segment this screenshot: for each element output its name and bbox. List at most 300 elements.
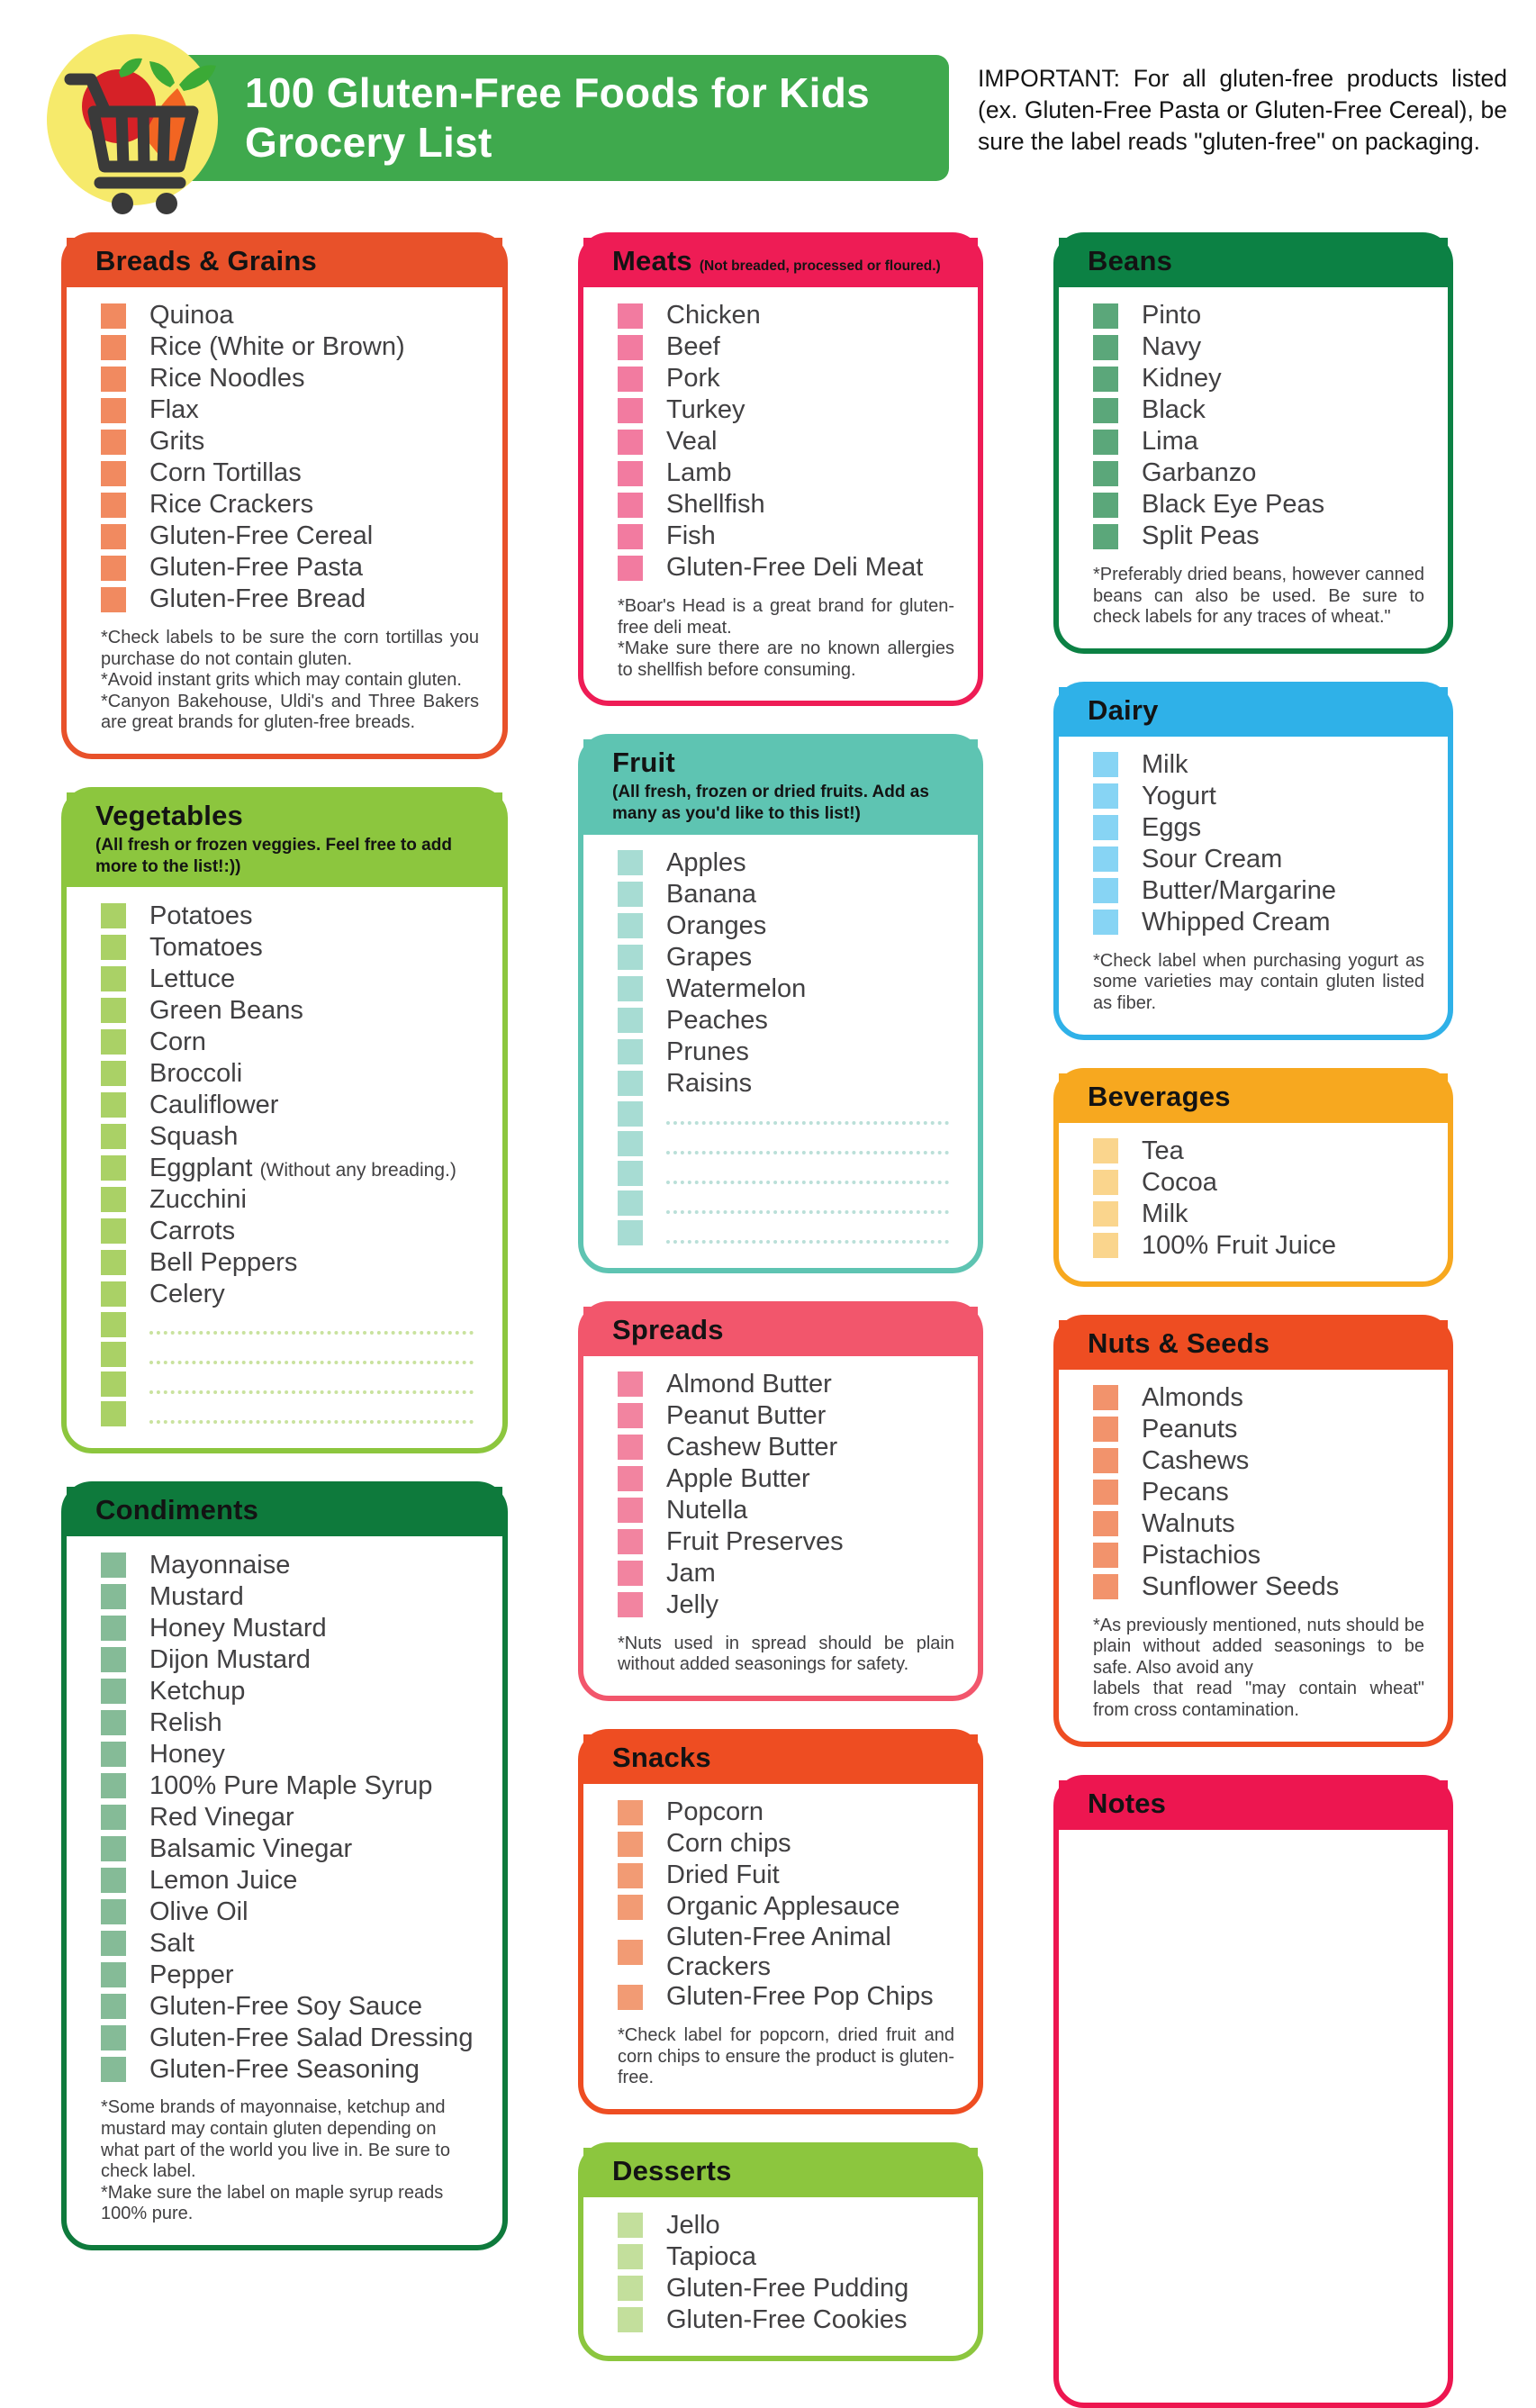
checklist-item: [618, 457, 954, 489]
checklist-item-label: Red Vinegar: [149, 1802, 294, 1832]
checklist-item: [618, 1923, 954, 1981]
important-note: IMPORTANT: For all gluten-free products listed (ex. Gluten-Free Pasta or Gluten-Free Cereal), be sure the label reads "gluten-free" on packaging.: [978, 65, 1507, 155]
blank-write-in-line[interactable]: [666, 1189, 949, 1214]
checkbox[interactable]: [618, 493, 643, 518]
checkbox[interactable]: [101, 398, 126, 423]
checkbox[interactable]: [618, 1561, 643, 1586]
checkbox[interactable]: [1093, 1170, 1118, 1195]
checkbox[interactable]: [618, 1592, 643, 1617]
checkbox[interactable]: [618, 1039, 643, 1064]
checkbox[interactable]: [1093, 1574, 1118, 1599]
page-title: [245, 68, 870, 167]
checkbox[interactable]: [101, 1187, 126, 1212]
checkbox[interactable]: [618, 882, 643, 907]
checklist-item: [1093, 1414, 1424, 1445]
checkbox[interactable]: [1093, 1511, 1118, 1536]
checkbox[interactable]: [618, 850, 643, 875]
checklist-item: [1093, 875, 1424, 907]
checkbox[interactable]: [101, 1584, 126, 1609]
title-banner: [158, 55, 949, 181]
checklist-blank-row: [101, 1309, 479, 1339]
section-body-spreads: [583, 1356, 978, 1696]
checklist-item: [101, 426, 479, 457]
checklist-item-label: Fish: [666, 521, 716, 551]
checklist-item: [101, 1152, 479, 1183]
section-notes: [1053, 1775, 1453, 2408]
blank-write-in-line[interactable]: [666, 1218, 949, 1244]
checklist-item: [101, 363, 479, 394]
checkbox[interactable]: [101, 1371, 126, 1397]
checklist-item: [101, 1927, 479, 1959]
checklist-item-label: Ketchup: [149, 1676, 246, 1706]
checkbox[interactable]: [1093, 1233, 1118, 1258]
checkbox[interactable]: [101, 303, 126, 329]
checkbox[interactable]: [618, 1800, 643, 1825]
checklist-item: [618, 1891, 954, 1923]
section-meats: [578, 232, 983, 706]
checkbox[interactable]: [101, 1710, 126, 1735]
checklist-item: [101, 2053, 479, 2085]
checkbox[interactable]: [1093, 367, 1118, 392]
checkbox[interactable]: [101, 1061, 126, 1086]
section-subtitle: (All fresh, frozen or dried fruits. Add as many as you'd like to this list!): [612, 783, 929, 824]
checkbox[interactable]: [618, 1071, 643, 1096]
section-title: Desserts: [612, 2154, 732, 2186]
checkbox[interactable]: [618, 1985, 643, 2010]
checklist-item: [618, 879, 954, 910]
checkbox[interactable]: [101, 1647, 126, 1672]
section-condiments: [61, 1481, 508, 2250]
checklist-item-label: Celery: [149, 1279, 225, 1308]
checklist-item-label: Flax: [149, 395, 199, 425]
section-header-dairy: [1059, 687, 1448, 737]
checklist-item: [1093, 1136, 1424, 1167]
checkbox[interactable]: [101, 1553, 126, 1578]
section-subtitle: (All fresh or frozen veggies. Feel free to add more to the list!:)): [95, 835, 452, 876]
checklist-item: [618, 331, 954, 363]
checklist-item-label: Olive Oil: [149, 1897, 248, 1926]
checkbox[interactable]: [1093, 398, 1118, 423]
checklist-item-label: Tapioca: [666, 2242, 756, 2272]
section-body-beverages: [1059, 1123, 1448, 1281]
checkbox[interactable]: [101, 1931, 126, 1956]
checkbox[interactable]: [1093, 430, 1118, 455]
blank-write-in-line[interactable]: [149, 1339, 474, 1364]
checkbox[interactable]: [101, 430, 126, 455]
checkbox[interactable]: [1093, 1543, 1118, 1568]
checklist-item: [101, 1278, 479, 1309]
checkbox[interactable]: [101, 1250, 126, 1275]
checklist: [1093, 300, 1424, 552]
checklist-item: [101, 931, 479, 963]
section-body-beans: [1059, 287, 1448, 648]
checklist-item: [101, 1549, 479, 1580]
checkbox[interactable]: [101, 1836, 126, 1861]
checklist-item: [618, 1369, 954, 1400]
section-header-fruit: [583, 739, 978, 835]
checklist-item-label: Black: [1142, 395, 1206, 425]
checklist-item-label: Gluten-Free Animal Crackers: [666, 1923, 891, 1981]
checklist: [618, 847, 954, 1248]
checklist-item: [618, 1981, 954, 2013]
checkbox[interactable]: [1093, 1385, 1118, 1410]
checklist-item: [618, 1400, 954, 1432]
checklist-item: [1093, 1230, 1424, 1262]
section-footnote: [101, 2097, 479, 2225]
checkbox[interactable]: [618, 2276, 643, 2301]
checkbox[interactable]: [1093, 303, 1118, 329]
checklist-item: [101, 1215, 479, 1246]
section-header-beans: [1059, 238, 1448, 287]
section-fruit: [578, 734, 983, 1273]
checklist-item: [1093, 781, 1424, 812]
checkbox[interactable]: [1093, 461, 1118, 486]
checkbox[interactable]: [618, 430, 643, 455]
checklist-item: [618, 1005, 954, 1037]
checklist-item: [1093, 1508, 1424, 1540]
checkbox[interactable]: [1093, 878, 1118, 903]
checklist-item-label: Split Peas: [1142, 521, 1260, 551]
checklist-item-label: Cashew Butter: [666, 1433, 838, 1462]
checkbox[interactable]: [1093, 910, 1118, 935]
blank-write-in-line[interactable]: [666, 1100, 949, 1125]
checkbox[interactable]: [618, 1863, 643, 1888]
checkbox[interactable]: [618, 1190, 643, 1216]
checkbox[interactable]: [101, 1962, 126, 1987]
checklist-blank-row: [101, 1369, 479, 1399]
checkbox[interactable]: [618, 461, 643, 486]
checklist-blank-row: [101, 1339, 479, 1369]
checklist-item: [618, 489, 954, 521]
checklist-item: [1093, 457, 1424, 489]
checklist: [618, 300, 954, 584]
checkbox[interactable]: [618, 945, 643, 970]
checklist-item: [101, 331, 479, 363]
footnote-line: *Check label for popcorn, dried fruit and corn chips to ensure the product is gluten-free.: [618, 2025, 954, 2088]
checkbox[interactable]: [101, 1092, 126, 1118]
checklist-blank-row: [618, 1189, 954, 1218]
checkbox[interactable]: [101, 493, 126, 518]
checkbox[interactable]: [618, 1101, 643, 1127]
checkbox[interactable]: [618, 524, 643, 549]
checkbox[interactable]: [618, 1435, 643, 1460]
section-header-condiments: [67, 1487, 502, 1536]
checkbox[interactable]: [101, 1124, 126, 1149]
checklist-item: [101, 1896, 479, 1927]
checkbox[interactable]: [101, 1281, 126, 1307]
section-title: Meats: [612, 245, 692, 276]
section-title: Beverages: [1088, 1080, 1231, 1112]
checklist-item-label: Rice (White or Brown): [149, 332, 405, 362]
checkbox[interactable]: [1093, 1480, 1118, 1505]
checklist-item: [101, 584, 479, 615]
checklist-item: [618, 1432, 954, 1463]
footnote-line: *Make sure there are no known allergies to shellfish before consuming.: [618, 638, 954, 680]
footnote-line: *Make sure the label on maple syrup reads 100% pure.: [101, 2182, 444, 2224]
checklist-item-label: Yogurt: [1142, 782, 1216, 811]
checklist-item-label: Lamb: [666, 458, 732, 488]
checkbox[interactable]: [1093, 524, 1118, 549]
checklist-item: [618, 2210, 954, 2241]
checkbox[interactable]: [618, 2244, 643, 2269]
checklist-item: [618, 1463, 954, 1495]
checklist: [1093, 1136, 1424, 1262]
section-body-dairy: [1059, 737, 1448, 1035]
checkbox[interactable]: [618, 1940, 643, 1965]
checklist-item: [1093, 394, 1424, 426]
checklist-item: [101, 1246, 479, 1278]
checkbox[interactable]: [618, 398, 643, 423]
checklist-item-label: Tomatoes: [149, 932, 263, 962]
checkbox[interactable]: [101, 461, 126, 486]
checkbox[interactable]: [618, 913, 643, 938]
checklist-item-label: Pecans: [1142, 1477, 1229, 1507]
checkbox[interactable]: [101, 903, 126, 928]
checklist-item: [1093, 1445, 1424, 1477]
checklist-item-label: Gluten-Free Pudding: [666, 2274, 909, 2304]
checklist-item: [1093, 812, 1424, 844]
checkbox[interactable]: [101, 966, 126, 991]
checkbox[interactable]: [618, 1529, 643, 1554]
checkbox[interactable]: [618, 1403, 643, 1428]
footnote-line: *Check label when purchasing yogurt as some varieties may contain gluten listed as fiber.: [1093, 950, 1424, 1013]
checklist-item-label: Popcorn: [666, 1797, 764, 1827]
checklist-item-label: Carrots: [149, 1216, 236, 1245]
checkbox[interactable]: [1093, 1448, 1118, 1473]
checkbox[interactable]: [101, 1029, 126, 1055]
blank-write-in-line[interactable]: [149, 1369, 474, 1394]
checkbox[interactable]: [1093, 335, 1118, 360]
checkbox[interactable]: [618, 1161, 643, 1186]
checklist-item-label: Grapes: [666, 943, 753, 973]
checkbox[interactable]: [1093, 1417, 1118, 1442]
checkbox[interactable]: [101, 1218, 126, 1244]
checklist-item-label: Balsamic Vinegar: [149, 1833, 353, 1863]
checkbox[interactable]: [618, 335, 643, 360]
checklist-blank-row: [618, 1159, 954, 1189]
checkbox[interactable]: [101, 1868, 126, 1893]
grocery-list-columns: [61, 232, 1453, 2408]
checkbox[interactable]: [618, 1220, 643, 1245]
section-subtitle: (Not breaded, processed or floured.): [699, 258, 941, 274]
checkbox[interactable]: [618, 1371, 643, 1397]
checklist-item: [618, 363, 954, 394]
checklist-item: [101, 1801, 479, 1833]
checklist-item: [1093, 1199, 1424, 1230]
checkbox[interactable]: [1093, 493, 1118, 518]
checkbox[interactable]: [1093, 846, 1118, 872]
checkbox[interactable]: [618, 2307, 643, 2332]
checklist-item-label: Relish: [149, 1707, 222, 1737]
checklist-item-label: Jelly: [666, 1590, 719, 1620]
checklist-item-label: Apples: [666, 848, 746, 878]
section-body-nuts-seeds: [1059, 1370, 1448, 1742]
checkbox[interactable]: [1093, 752, 1118, 777]
checklist-item-label: Dijon Mustard: [149, 1644, 311, 1674]
checkbox[interactable]: [618, 1466, 643, 1491]
checkbox[interactable]: [1093, 815, 1118, 840]
footnote-line: *Canyon Bakehouse, Uldi's and Three Bakers are great brands for gluten-free breads.: [101, 691, 479, 733]
section-footnote: [1093, 565, 1424, 629]
section-header-meats: [583, 238, 978, 287]
checklist-item: [101, 1643, 479, 1675]
blank-write-in-line[interactable]: [666, 1129, 949, 1154]
checkbox[interactable]: [101, 1155, 126, 1181]
blank-write-in-line[interactable]: [666, 1159, 949, 1184]
checklist-item-label: Gluten-Free Seasoning: [149, 2054, 420, 2084]
checklist-item: [101, 1120, 479, 1152]
section-body-breads-grains: [67, 287, 502, 754]
grocery-cart-logo: [43, 29, 225, 225]
section-header-breads-grains: [67, 238, 502, 287]
checklist-item-label: Squash: [149, 1121, 239, 1151]
checklist-item-label: Gluten-Free Pop Chips: [666, 1982, 934, 2012]
checklist-item: [101, 1864, 479, 1896]
checkbox[interactable]: [101, 1773, 126, 1798]
checklist-item-label: Gluten-Free Soy Sauce: [149, 1991, 423, 2021]
checkbox[interactable]: [101, 587, 126, 612]
checklist-item-label: Raisins: [666, 1069, 753, 1099]
checklist-item: [618, 1828, 954, 1860]
checkbox[interactable]: [618, 1008, 643, 1033]
checkbox[interactable]: [101, 998, 126, 1023]
page-title-line2: Grocery List: [245, 119, 492, 166]
section-footnote: [101, 628, 479, 734]
checklist-item-label: Garbanzo: [1142, 458, 1257, 488]
section-body-vegetables: [67, 887, 502, 1448]
checkbox[interactable]: [101, 367, 126, 392]
checkbox[interactable]: [101, 1805, 126, 1830]
checklist-item-label: Green Beans: [149, 995, 303, 1025]
checklist-item-label: Gluten-Free Salad Dressing: [149, 2023, 474, 2052]
checklist-item: [618, 2273, 954, 2304]
checklist-item-label: Veal: [666, 427, 718, 457]
blank-write-in-line[interactable]: [149, 1309, 474, 1335]
checkbox[interactable]: [618, 2213, 643, 2238]
checkbox[interactable]: [618, 1131, 643, 1156]
checkbox[interactable]: [618, 303, 643, 329]
section-title: Notes: [1088, 1787, 1167, 1819]
checklist-item-label: Milk: [1142, 750, 1188, 780]
checklist-item: [101, 994, 479, 1026]
checklist-item: [618, 942, 954, 973]
checkbox[interactable]: [101, 1312, 126, 1337]
checkbox[interactable]: [101, 335, 126, 360]
checklist-item-label: Shellfish: [666, 490, 765, 520]
section-title: Vegetables: [95, 799, 243, 831]
checklist-item: [1093, 1571, 1424, 1603]
checklist-item: [618, 552, 954, 584]
checkbox[interactable]: [1093, 783, 1118, 809]
checklist-item: [101, 1675, 479, 1706]
checklist-item: [618, 1589, 954, 1621]
checklist-item-label: Turkey: [666, 395, 745, 425]
checkbox[interactable]: [101, 1616, 126, 1641]
checklist-item: [101, 1183, 479, 1215]
checklist-item-label: Almonds: [1142, 1382, 1243, 1412]
checkbox[interactable]: [101, 1679, 126, 1704]
checkbox[interactable]: [618, 1832, 643, 1857]
checklist-item-label: Banana: [666, 880, 756, 910]
footnote-line: *Nuts used in spread should be plain without added seasonings for safety.: [618, 1633, 954, 1675]
checklist-item: [618, 973, 954, 1005]
checklist-item-label: 100% Pure Maple Syrup: [149, 1770, 433, 1800]
section-footnote: [618, 596, 954, 681]
checklist-item-label: Honey: [149, 1739, 225, 1769]
checkbox[interactable]: [101, 556, 126, 581]
section-footnote: [618, 1634, 954, 1676]
checklist-blank-row: [101, 1399, 479, 1428]
section-body-condiments: [67, 1536, 502, 2245]
checklist-item-label: Beef: [666, 332, 720, 362]
checklist-item: [618, 300, 954, 331]
checklist: [1093, 1382, 1424, 1603]
checklist-item: [101, 1612, 479, 1643]
checkbox[interactable]: [1093, 1201, 1118, 1227]
checkbox[interactable]: [618, 556, 643, 581]
column-3: [1053, 232, 1453, 2408]
checklist-item-label: Almond Butter: [666, 1370, 832, 1399]
section-body-notes: [1059, 1830, 1448, 2403]
checklist-item-label: Navy: [1142, 332, 1202, 362]
footnote-line: *Preferably dried beans, however canned beans can also be used. Be sure to check labels for any traces of wheat.": [1093, 565, 1424, 628]
checklist-item: [1093, 426, 1424, 457]
checklist-item-label: Pinto: [1142, 301, 1202, 330]
section-title: Breads & Grains: [95, 245, 317, 276]
checkbox[interactable]: [618, 1895, 643, 1920]
checklist-item: [618, 1860, 954, 1891]
checklist-item-label: Pepper: [149, 1960, 234, 1989]
checkbox[interactable]: [618, 1498, 643, 1523]
checkbox[interactable]: [101, 1899, 126, 1924]
checkbox[interactable]: [101, 2057, 126, 2082]
checklist: [101, 1549, 479, 2085]
section-dairy: [1053, 682, 1453, 1040]
checkbox[interactable]: [618, 367, 643, 392]
checklist-item: [1093, 1540, 1424, 1571]
checkbox[interactable]: [101, 1401, 126, 1426]
section-title: Beans: [1088, 245, 1173, 276]
checkbox[interactable]: [101, 524, 126, 549]
section-body-snacks: [583, 1784, 978, 2109]
section-body-meats: [583, 287, 978, 701]
checklist-item: [101, 1990, 479, 2022]
section-body-fruit: [583, 835, 978, 1268]
checklist-item: [618, 910, 954, 942]
checklist-item: [101, 1089, 479, 1120]
column-1: [61, 232, 508, 2250]
checkbox[interactable]: [618, 976, 643, 1001]
checkbox[interactable]: [101, 1742, 126, 1767]
checklist-item-label: Apple Butter: [666, 1464, 810, 1494]
section-vegetables: [61, 787, 508, 1454]
checklist-item: [1093, 521, 1424, 552]
checklist-item: [101, 1706, 479, 1738]
checklist-item: [101, 552, 479, 584]
checklist-item-label: Tea: [1142, 1136, 1184, 1165]
checklist-item-label: 100% Fruit Juice: [1142, 1230, 1336, 1260]
blank-write-in-line[interactable]: [149, 1399, 474, 1424]
checkbox[interactable]: [101, 935, 126, 960]
checkbox[interactable]: [101, 1342, 126, 1367]
checklist-item-label: Cocoa: [1142, 1167, 1217, 1197]
checkbox[interactable]: [101, 2025, 126, 2050]
checkbox[interactable]: [101, 1994, 126, 2019]
checkbox[interactable]: [1093, 1138, 1118, 1163]
section-nuts-seeds: [1053, 1315, 1453, 1747]
checklist-item-label: Corn: [149, 1027, 206, 1056]
section-desserts: [578, 2142, 983, 2361]
